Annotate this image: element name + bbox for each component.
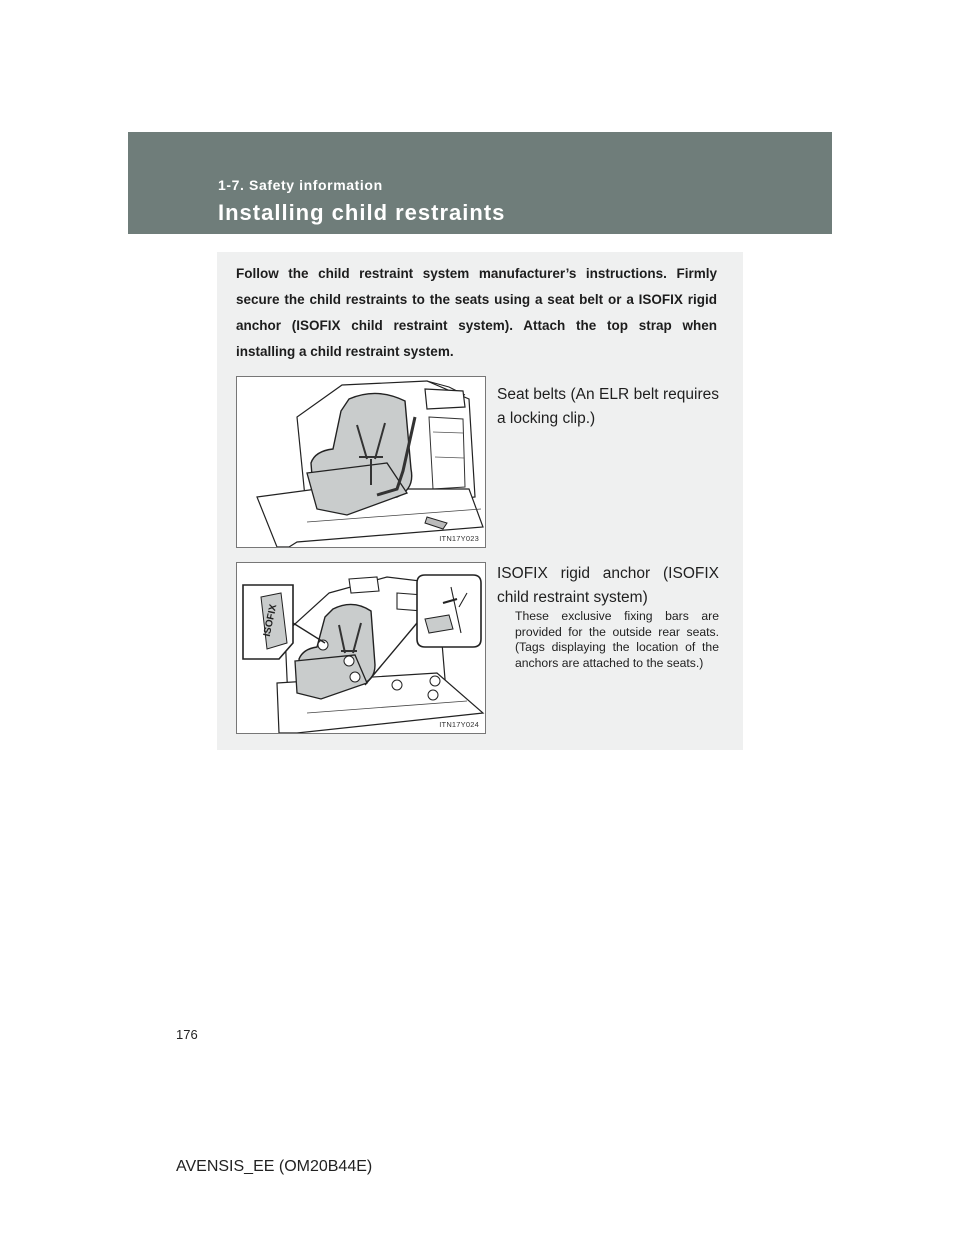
intro-text: Follow the child restraint system manufacturer’s instructions. Firmly secure the child restraints to the seats using a seat belt or a ISOFIX rigid anchor (ISOFIX child restraint system). Attach the top strap when installing a child restraint system. <box>236 266 717 359</box>
seat-belt-caption: Seat belts (An ELR belt requires a locking clip.) <box>497 386 719 427</box>
document-footer: AVENSIS_EE (OM20B44E) <box>176 1158 373 1175</box>
isofix-caption: ISOFIX rigid anchor (ISOFIX child restraint system) <box>497 565 719 606</box>
section-header <box>128 132 832 234</box>
seat-belt-illustration <box>236 376 486 548</box>
figure-code: ITN17Y023 <box>439 534 479 543</box>
isofix-illustration <box>236 562 486 734</box>
isofix-note: These exclusive fixing bars are provided for the outside rear seats. (Tags displaying the location of the anchors are attached to the seats.) <box>515 609 719 670</box>
figure-code: ITN17Y024 <box>439 720 479 729</box>
page-title: Installing child restraints <box>218 200 506 225</box>
page-number: 176 <box>176 1027 198 1042</box>
isofix-tag-label: ISOFIX <box>261 603 280 638</box>
content-panel <box>217 252 743 750</box>
child-seat-seatbelt-drawing <box>237 377 485 547</box>
isofix-anchor-drawing <box>237 563 485 733</box>
section-label: 1-7. Safety information <box>218 177 383 193</box>
